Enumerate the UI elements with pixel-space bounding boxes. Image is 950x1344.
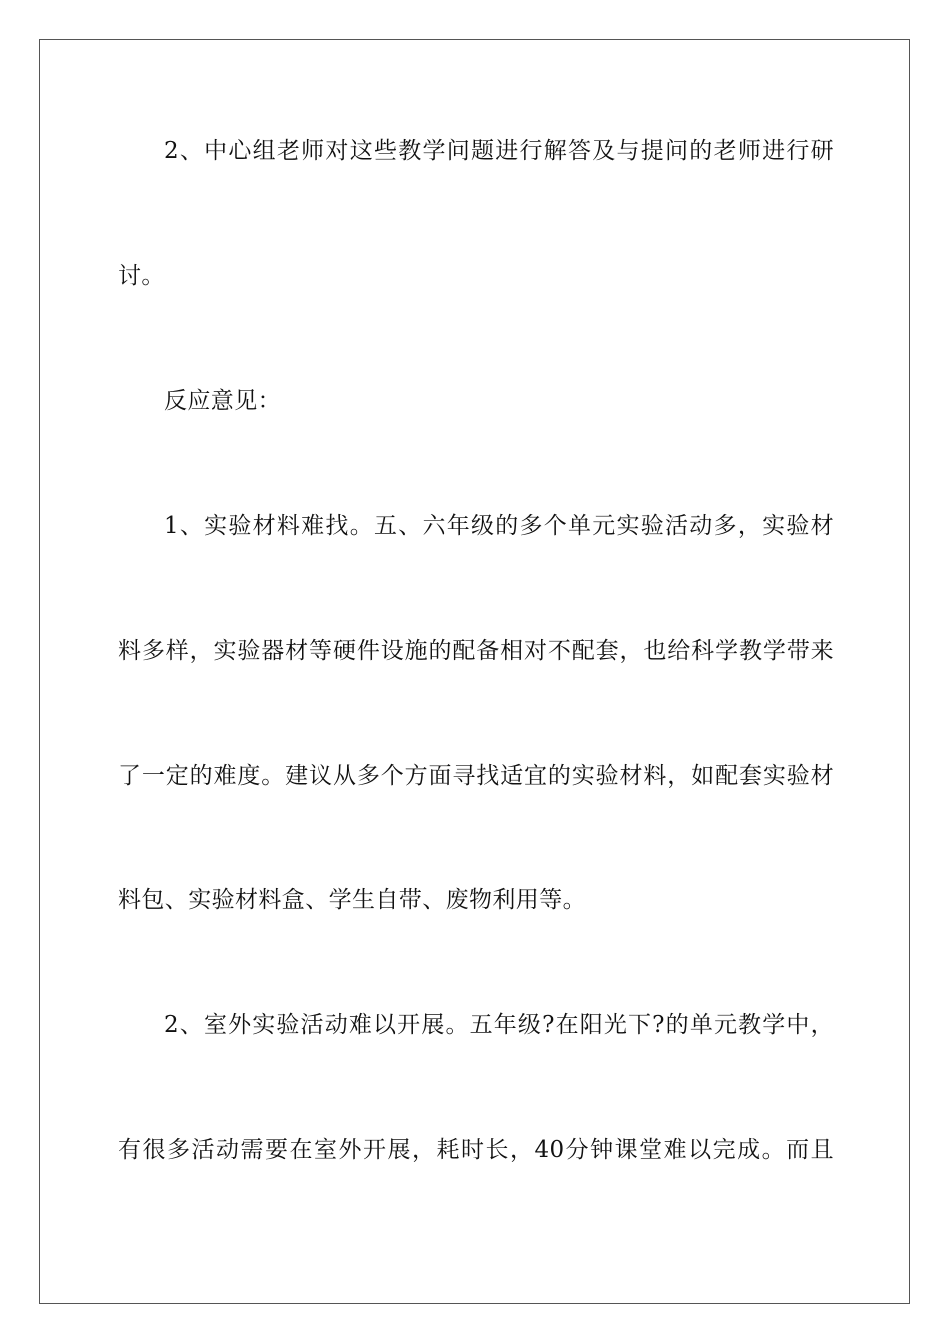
- paragraph-2-line-4: 料包、实验材料盒、学生自带、废物利用等。: [118, 887, 586, 913]
- section-heading-feedback: 反应意见：: [164, 388, 281, 414]
- paragraph-1-line-2: 讨。: [118, 263, 165, 289]
- paragraph-2-line-2: 料多样，实验器材等硬件设施的配备相对不配套，也给科学教学带来: [118, 638, 834, 664]
- paragraph-2-line-3: 了一定的难度。建议从多个方面寻找适宜的实验材料，如配套实验材: [118, 763, 834, 789]
- paragraph-2-line-1: 1、实验材料难找。五、六年级的多个单元实验活动多，实验材: [164, 513, 834, 539]
- page-frame: [39, 39, 910, 1304]
- paragraph-3-line-2: 有很多活动需要在室外开展，耗时长，40分钟课堂难以完成。而且: [118, 1137, 834, 1163]
- paragraph-3-line-1: 2、室外实验活动难以开展。五年级?在阳光下?的单元教学中，: [164, 1012, 834, 1038]
- paragraph-1-line-1: 2、中心组老师对这些教学问题进行解答及与提问的老师进行研: [164, 138, 834, 164]
